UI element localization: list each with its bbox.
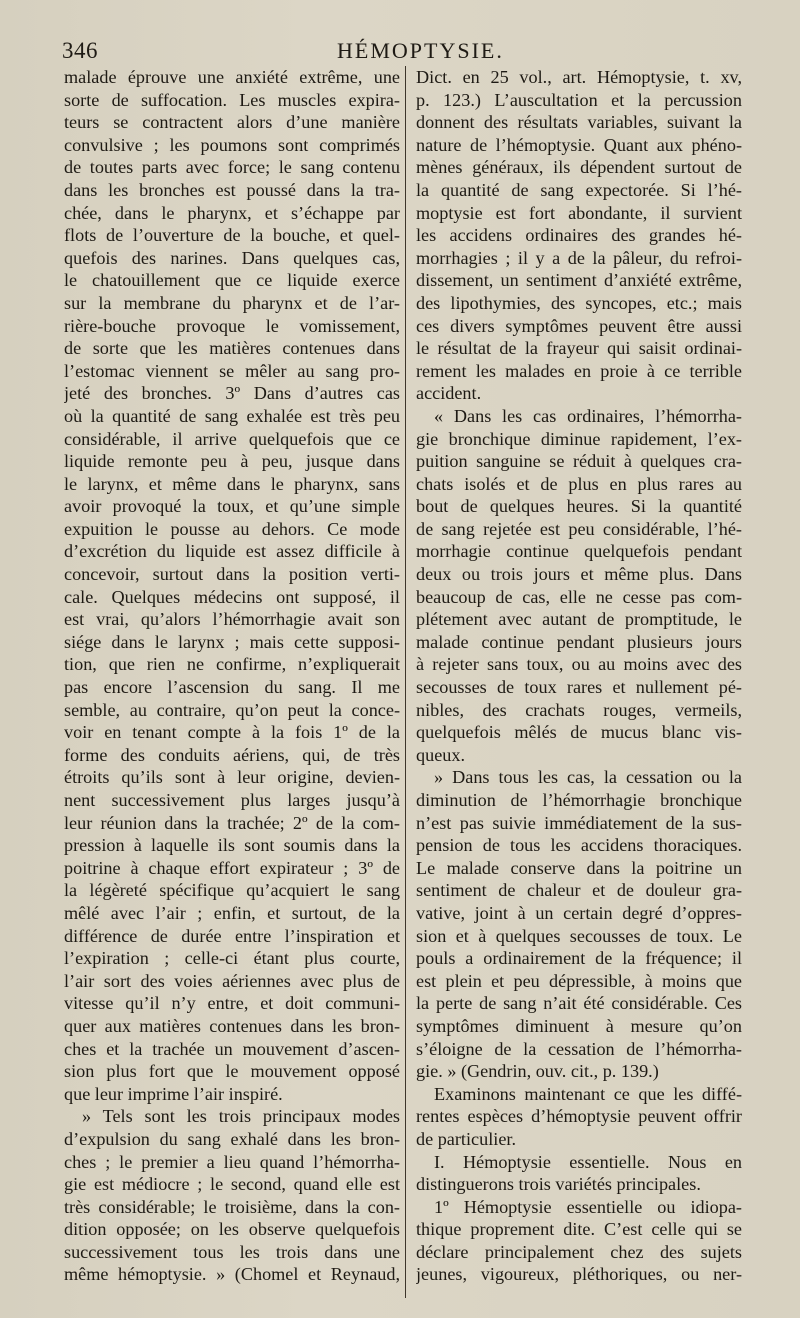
text-line: chats isolés et de plus en plus rares au <box>416 473 742 494</box>
text-line: considérable, il arrive quelquefois que ce <box>64 428 400 449</box>
text-line: voir en tenant compte à la fois 1º de la <box>64 722 400 743</box>
text-line: de sorte que les matières contenues dans <box>64 338 400 359</box>
text-line: de sang rejetée est peu considérable, l’hé- <box>416 518 742 539</box>
text-line: pression à laquelle ils sont soumis dans la <box>64 835 400 856</box>
text-line: rement les malades en proie à ce terrible <box>416 360 742 381</box>
page-number: 346 <box>62 38 98 63</box>
text-line: ches ; le premier a lieu quand l’hémorrha- <box>64 1151 400 1172</box>
text-line: quefois des narines. Dans quelques cas, <box>64 247 400 268</box>
text-line: que leur imprime l’air inspiré. <box>64 1083 283 1104</box>
text-line: symptômes diminuent à mesure qu’on <box>416 1015 742 1036</box>
text-line: liquide remonte peu à peu, jusque dans <box>64 451 400 472</box>
text-line: semble, au contraire, qu’on peut la conce- <box>64 699 400 720</box>
left-text-column <box>64 66 400 1286</box>
text-line: pouls a ordinairement de la fréquence; il <box>416 948 742 969</box>
text-line: diminution de l’hémorrhagie bronchique <box>416 790 742 810</box>
text-line: Examinons maintenant ce que les diffé- <box>434 1083 742 1104</box>
text-line: thique proprement dite. C’est celle qui se <box>416 1219 742 1240</box>
text-line: avoir provoqué la toux, et qu’une simple <box>64 496 400 517</box>
text-line: de toutes parts avec force; le sang contenu <box>64 157 400 178</box>
text-line: beaucoup de cas, elle ne cesse pas com- <box>416 586 742 607</box>
text-line: où la quantité de sang exhalée est très peu <box>64 405 400 426</box>
text-line: malade continue pendant plusieurs jours <box>416 631 742 652</box>
text-line: deux ou trois jours et même plus. Dans <box>416 564 742 585</box>
text-line: ches et la trachée un mouvement d’ascen- <box>64 1038 400 1059</box>
text-line: l’expiration ; celle-ci étant plus courte, <box>64 948 400 969</box>
text-line: bout de quelques heures. Si la quantité <box>416 496 742 517</box>
text-line: gie est médiocre ; le second, quand elle est <box>64 1174 400 1195</box>
text-line: la légèreté spécifique qu’acquiert le sang <box>64 880 400 901</box>
text-line: le larynx, et même dans le pharynx, sans <box>64 473 400 494</box>
text-line: le chatouillement que ce liquide exerce <box>64 270 400 291</box>
text-line: flots de l’ouverture de la bouche, et quel- <box>64 225 400 246</box>
right-text-column <box>416 66 742 1286</box>
text-line: sion et à quelques secousses de toux. Le <box>416 925 742 946</box>
text-line: queux. <box>416 744 465 765</box>
text-line: puition sanguine se réduit à quelques cra- <box>416 451 742 472</box>
text-line: gie bronchique diminue rapidement, l’ex- <box>416 428 742 449</box>
text-line: mènes généraux, ils dépendent surtout de <box>416 157 742 178</box>
text-line: dans les bronches est poussé dans la tra- <box>64 179 400 200</box>
text-line: nature de l’hémoptysie. Quant aux phéno- <box>416 134 742 155</box>
text-line: siége dans le larynx ; mais cette supposi- <box>64 631 400 652</box>
text-line: Dict. en 25 vol., art. Hémoptysie, t. xv, <box>416 67 742 87</box>
text-line: malade éprouve une anxiété extrême, une <box>64 67 400 87</box>
text-line: « Dans les cas ordinaires, l’hémorrha- <box>434 405 742 426</box>
text-line: pension de tous les accidens thoraciques. <box>416 835 742 856</box>
text-line: » Tels sont les trois principaux modes <box>82 1106 400 1127</box>
text-line: teurs se contractent alors d’une manière <box>64 112 400 133</box>
text-line: les accidens ordinaires des grandes hé- <box>416 225 742 246</box>
running-head: HÉMOPTYSIE. <box>337 38 504 63</box>
text-line: l’estomac viennent se mêler au sang pro- <box>64 360 400 381</box>
text-line: sorte de suffocation. Les muscles expira- <box>64 89 400 110</box>
text-line: différence de durée entre l’inspiration et <box>64 925 400 946</box>
text-line: est plein et peu dépressible, à moins que <box>416 970 742 991</box>
text-line: concevoir, surtout dans la position verti- <box>64 564 400 585</box>
text-line: de particulier. <box>416 1128 516 1149</box>
text-line: Le malade conserve dans la poitrine un <box>416 857 742 878</box>
text-line: I. Hémoptysie essentielle. Nous en <box>434 1151 742 1172</box>
text-line: vative, joint à un certain degré d’oppres- <box>416 902 742 923</box>
text-line: très considérable; le troisième, dans la con- <box>64 1196 400 1217</box>
text-line: sion plus fort que le mouvement opposé <box>64 1061 400 1082</box>
text-line: mêlé avec l’air ; enfin, et surtout, de la <box>64 902 400 923</box>
text-line: 1º Hémoptysie essentielle ou idiopa- <box>434 1196 742 1217</box>
text-line: d’excrétion du liquide est assez difficile à <box>64 541 400 562</box>
text-line: cale. Quelques médecins ont supposé, il <box>64 586 400 607</box>
text-line: l’air sort des voies aériennes avec plus de <box>64 970 400 991</box>
text-line: accident. <box>416 383 482 404</box>
text-line: rière-bouche provoque le vomissement, <box>64 315 400 336</box>
column-divider <box>405 66 406 1298</box>
text-line: quelquefois mêlés de mucus blanc vis- <box>416 722 742 743</box>
text-line: même hémoptysie. » (Chomel et Reynaud, <box>64 1264 400 1285</box>
text-line: s’éloigne de la cessation de l’hémorrha- <box>416 1038 742 1059</box>
text-line: forme des conduits aériens, qui, de très <box>64 744 400 765</box>
text-line: est vrai, qu’alors l’hémorrhagie avait son <box>64 609 400 630</box>
text-line: convulsive ; les poumons sont comprimés <box>64 134 400 155</box>
text-line: ces divers symptômes peuvent être aussi <box>416 315 742 336</box>
text-line: le résultat de la frayeur qui saisit ordinai- <box>416 338 742 359</box>
text-line: secousses de toux rares et nullement pé- <box>416 677 742 698</box>
text-line: expuition le pousse au dehors. Ce mode <box>64 518 400 539</box>
text-line: morrhagie continue quelquefois pendant <box>416 541 742 562</box>
text-line: dissement, un sentiment d’anxiété extrême, <box>416 270 742 291</box>
text-line: des lipothymies, des syncopes, etc.; mais <box>416 292 742 313</box>
text-line: poitrine à chaque effort expirateur ; 3º de <box>64 857 400 878</box>
text-line: pas encore l’ascension du sang. Il me <box>64 677 400 698</box>
text-line: p. 123.) L’auscultation et la percussion <box>416 89 742 110</box>
text-line: déclare principalement chez des sujets <box>416 1241 742 1262</box>
text-line: donnent des résultats variables, suivant la <box>416 112 742 133</box>
text-line: d’expulsion du sang exhalé dans les bron- <box>64 1128 400 1149</box>
text-line: vitesse qu’il n’y entre, et doit communi- <box>64 993 400 1014</box>
text-line: » Dans tous les cas, la cessation ou la <box>434 767 742 788</box>
text-line: moptysie est fort abondante, il survient <box>416 202 742 223</box>
text-line: morrhagies ; il y a de la pâleur, du refroi- <box>416 247 742 268</box>
page-header <box>62 38 762 68</box>
text-line: tion, que rien ne confirme, n’expliquerait <box>64 654 400 675</box>
text-line: leur réunion dans la trachée; 2º de la com- <box>64 812 400 833</box>
text-line: étroits qu’ils sont à leur origine, devien- <box>64 767 400 788</box>
text-line: sur la membrane du pharynx et de l’ar- <box>64 292 400 313</box>
text-line: dition opposée; on les observe quelquefois <box>64 1219 400 1240</box>
text-line: nibles, des crachats rouges, vermeils, <box>416 699 742 720</box>
text-line: à rejeter sans toux, ou au moins avec des <box>416 654 742 675</box>
text-line: gie. » (Gendrin, ouv. cit., p. 139.) <box>416 1061 659 1082</box>
text-line: successivement tous les trois dans une <box>64 1241 400 1262</box>
text-line: jeté des bronches. 3º Dans d’autres cas <box>64 383 400 404</box>
text-line: quer aux matières contenues dans les bron- <box>64 1015 400 1036</box>
text-line: chée, dans le pharynx, et s’échappe par <box>64 202 400 223</box>
text-line: jeunes, vigoureux, pléthoriques, ou ner- <box>416 1264 742 1285</box>
text-line: nent successivement plus larges jusqu’à <box>64 790 400 810</box>
text-line: plétement avec autant de promptitude, le <box>416 609 742 630</box>
text-line: distinguerons trois variétés principales. <box>416 1174 701 1195</box>
text-line: la quantité de sang expectorée. Si l’hé- <box>416 179 742 200</box>
text-line: rentes espèces d’hémoptysie peuvent offrir <box>416 1106 742 1127</box>
text-line: n’est pas suivie immédiatement de la sus- <box>416 812 742 833</box>
text-line: la perte de sang n’ait été considérable. Ces <box>416 993 742 1014</box>
text-line: sentiment de chaleur et de douleur gra- <box>416 880 742 901</box>
